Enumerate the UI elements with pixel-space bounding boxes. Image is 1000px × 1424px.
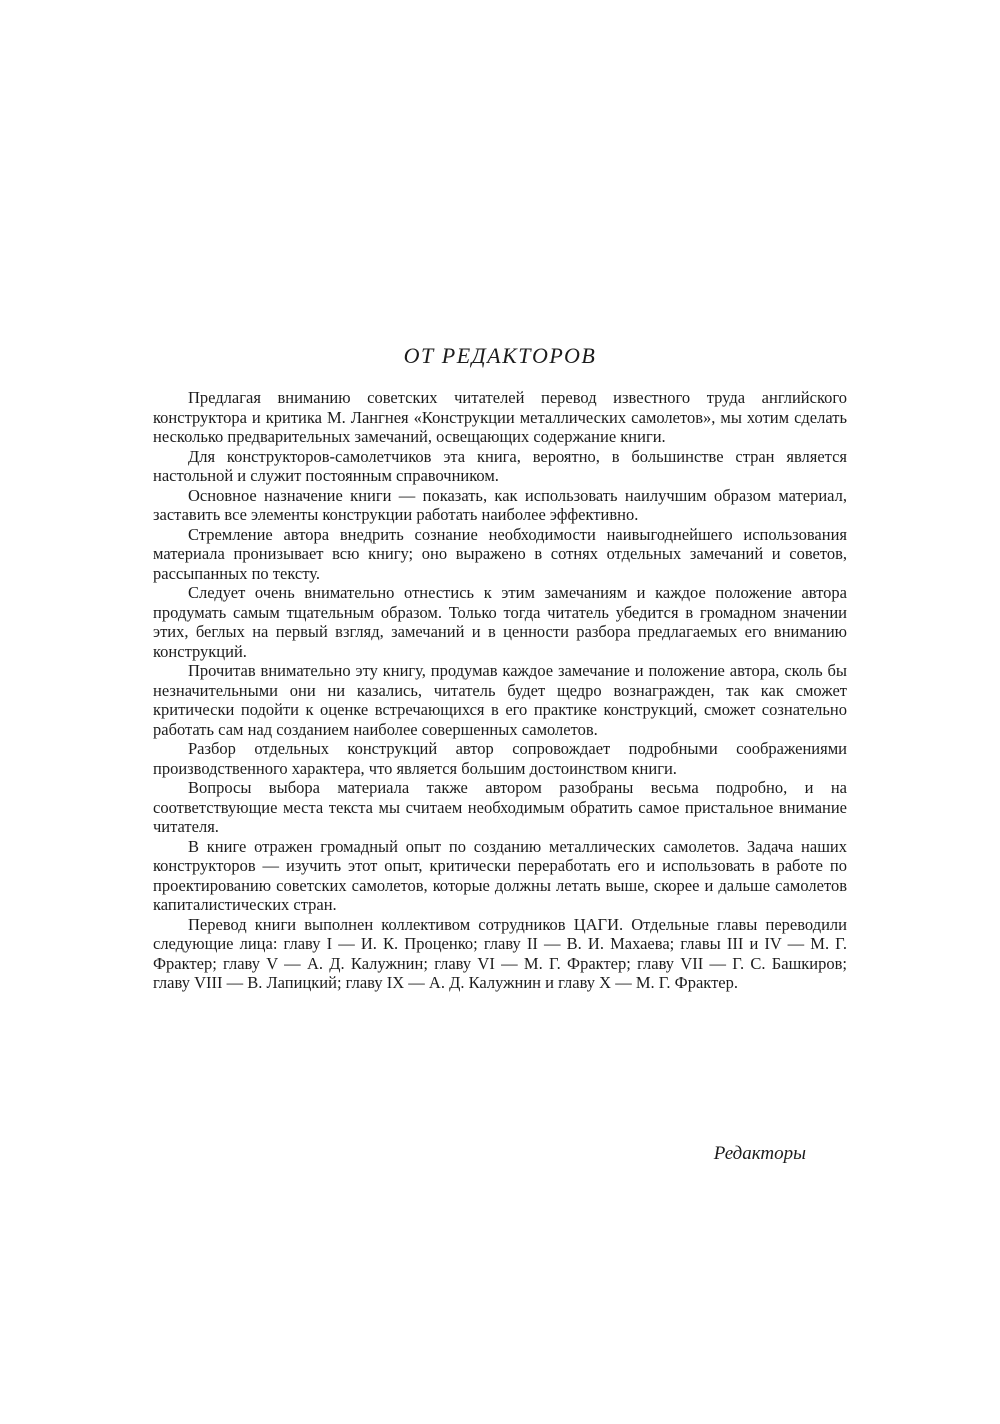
paragraph: Перевод книги выполнен коллективом сотрудников ЦАГИ. Отдельные главы переводили следующие лица: главу I — И. К. Проценко; главу II — В. И. Махаева; главы III и IV — М. Г. Фрактер; главу V — А. Д. Калужнин; главу VI — М. Г. Фрактер; главу VII — Г. С. Башкиров; главу VIII — В. Лапицкий; главу IX — А. Д. Калужнин и главу X — М. Г. Фрактер.: [153, 914, 847, 992]
paragraph: Стремление автора внедрить сознание необходимости наивыгоднейшего использования материала пронизывает всю книгу; оно выражено в сотнях отдельных замечаний и советов, рассыпанных по тексту.: [153, 524, 847, 583]
paragraph: Основное назначение книги — показать, как использовать наилучшим образом материал, заставить все элементы конструкции работать наиболее эффективно.: [153, 485, 847, 524]
paragraph: Предлагая вниманию советских читателей перевод известного труда английского конструктора и критика М. Лангнея «Конструкции металлических самолетов», мы хотим сделать несколько предварительных замечаний, освещающих содержание книги.: [153, 388, 847, 446]
paragraph: Следует очень внимательно отнестись к этим замечаниям и каждое положение автора продумать самым тщательным образом. Только тогда читатель убедится в громадном значении этих, беглых на первый взгляд, замечаний и в ценности разбора предлагаемых его вниманию конструкций.: [153, 583, 847, 661]
page-title: ОТ РЕДАКТОРОВ: [403, 343, 597, 368]
paragraph: В книге отражен громадный опыт по созданию металлических самолетов. Задача наших конструкторов — изучить этот опыт, критически переработать его и использовать в работе по проектированию советских самолетов, которые должны летать выше, скорее и дальше самолетов капиталистических стран.: [153, 836, 847, 914]
paragraph: Прочитав внимательно эту книгу, продумав каждое замечание и положение автора, сколь бы незначительными они ни казались, читатель будет щедро вознагражден, так как сможет критически подойти к оценке встречающихся в его практике конструкций, сможет сознательно работать сам над созданием наиболее совершенных самолетов.: [153, 661, 847, 739]
paragraph: Разбор отдельных конструкций автор сопровождает подробными соображениями производственного характера, что является большим достоинством книги.: [153, 739, 847, 778]
preface-body: [153, 388, 847, 993]
signature: Редакторы: [713, 1143, 806, 1164]
paragraph: Вопросы выбора материала также автором разобраны весьма подробно, и на соответствующие места текста мы считаем необходимым обратить самое пристальное внимание читателя.: [153, 778, 847, 836]
paragraph: Для конструкторов-самолетчиков эта книга, вероятно, в большинстве стран является настольной и служит постоянным справочником.: [153, 446, 847, 485]
